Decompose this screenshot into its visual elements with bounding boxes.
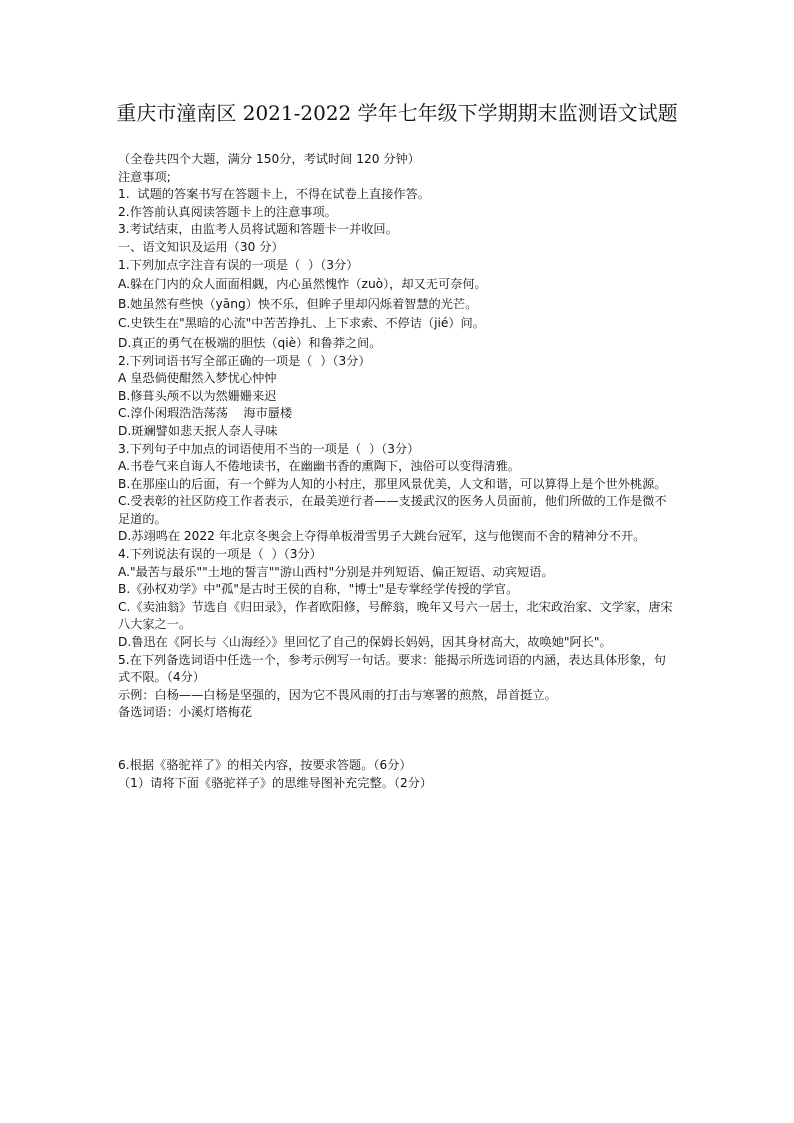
candidate-words: 备选词语：小溪灯塔梅花	[118, 705, 253, 720]
option: A.躲在门内的众人面面相觑，内心虽然愧怍（zuò），却又无可奈何。	[118, 277, 487, 292]
option: B.在那座山的后面，有一个鲜为人知的小村庄，那里风景优美，人文和谐，可以算得上是个世外桃源。	[118, 476, 667, 491]
notice-item: 3.考试结束，由监考人员将试题和答题卡一并收回。	[118, 222, 398, 237]
option: D.鲁迅在《阿长与〈山海经〉》里回忆了自己的保姆长妈妈，因其身材高大，故唤她"阿长"。	[118, 635, 612, 650]
option: B.修葺头颅不以为然姗姗来迟	[118, 388, 277, 403]
question-stem: 3.下列句子中加点的词语使用不当的一项是（ ）（3分）	[118, 441, 420, 456]
section-heading: 一、语文知识及运用（30 分）	[118, 239, 284, 254]
document-body	[118, 151, 678, 792]
exam-info: （全卷共四个大题，满分 150分，考试时间 120 分钟）	[118, 152, 420, 166]
option: A.书卷气来自诲人不倦地读书，在幽幽书香的熏陶下，浊俗可以变得清雅。	[118, 459, 520, 474]
notice-item: 1. 试题的答案书写在答题卡上，不得在试卷上直接作答。	[118, 187, 430, 202]
page-title: 重庆市潼南区 2021-2022 学年七年级下学期期末监测语文试题	[116, 101, 678, 125]
option: D.真正的勇气在极端的胆怯（qiè）和鲁莽之间。	[118, 335, 382, 350]
option: A."最苦与最乐""土地的誓言""游山西村"分别是并列短语、偏正短语、动宾短语。	[118, 564, 554, 579]
sub-question: （1）请将下面《骆驼祥子》的思维导图补充完整。（2分）	[118, 775, 433, 790]
option: C.史铁生在"黑暗的心流"中苦苦挣扎、上下求索、不停诘（jié）问。	[118, 316, 485, 331]
option: C.淳仆闲瑕浩浩荡荡 海市蜃楼	[118, 406, 293, 421]
question-stem: 2.下列词语书写全部正确的一项是（ ）（3分）	[118, 353, 371, 368]
option: C.受表彰的社区防疫工作者表示，在最美逆行者——支援武汉的医务人员面前，他们所做的工作是微不足道的。	[118, 494, 667, 526]
option: D.苏翊鸣在 2022 年北京冬奥会上夺得单板滑雪男子大跳台冠军，这与他锲而不舍的精神分不开。	[118, 529, 646, 544]
question-stem: 6.根据《骆驼祥了》的相关内容，按要求答题。（6分）	[118, 758, 412, 772]
notice-heading: 注意事项;	[118, 169, 171, 184]
option: B.她虽然有些怏（yāng）怏不乐，但眸子里却闪烁着智慧的光芒。	[118, 296, 478, 311]
option: A 皇恐倘使酣然入梦忧心忡忡	[118, 371, 277, 386]
notice-item: 2.作答前认真阅读答题卡上的注意事项。	[118, 204, 337, 219]
option: C.《卖油翁》节选自《归田录》，作者欧阳修，号醉翁，晚年又号六一居士，北宋政治家、文学家，唐宋八大家之一。	[118, 599, 673, 632]
option: D.斑斓譬如悲天抿人奈人寻味	[118, 423, 278, 438]
example: 示例：白杨——白杨是坚强的，因为它不畏风雨的打击与寒署的煎熬，昂首挺立。	[118, 687, 557, 702]
question-stem: 1.下列加点字注音有误的一项是（ ）（3分）	[118, 257, 359, 272]
question-stem: 5.在下列备选词语中任选一个，参考示例写一句话。要求：能揭示所选词语的内涵，表达具体形象，句式不限。（4分）	[118, 652, 666, 685]
question-stem: 4.下列说法有误的一项是（ ）（3分）	[118, 547, 322, 562]
option: B.《孙权劝学》中"孤"是古时王侯的自称，"博士"是专掌经学传授的学官。	[118, 582, 519, 597]
